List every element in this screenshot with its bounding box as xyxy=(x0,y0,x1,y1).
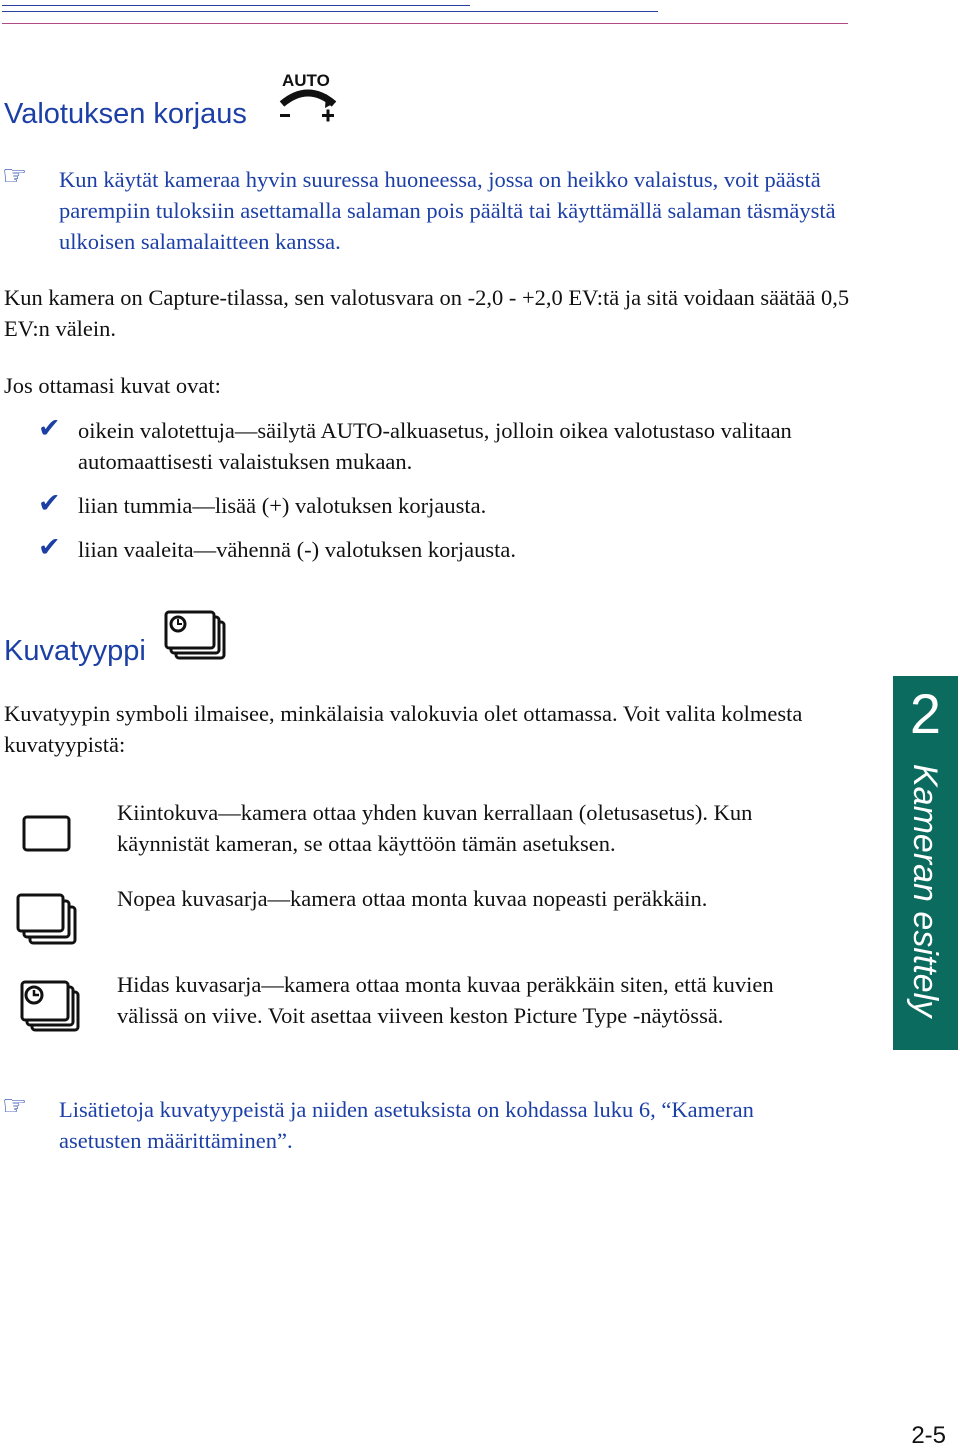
chapter-label: Kameran esittely xyxy=(906,764,944,1018)
check-icon: ✔ xyxy=(38,413,61,444)
single-frame-icon xyxy=(22,815,72,853)
chapter-number: 2 xyxy=(909,682,942,745)
section-title-exposure: Valotuksen korjaus xyxy=(4,98,247,130)
slow-burst-icon xyxy=(18,978,82,1034)
picture-type-reference-note: Lisätietoja kuvatyypeistä ja niiden asetuksista on kohdassa luku 6, “Kameran asetusten määrittäminen”. xyxy=(59,1097,754,1153)
slow-burst-description: Hidas kuvasarja—kamera ottaa monta kuvaa peräkkäin siten, että kuvien välissä on viive. Voit asettaa viiveen keston Picture Type -näytössä. xyxy=(117,972,774,1028)
check-icon: ✔ xyxy=(38,532,61,563)
fast-burst-icon xyxy=(16,893,78,947)
picture-type-intro: Kuvatyypin symboli ilmaisee, minkälaisia valokuvia olet ottamassa. Voit valita kolmesta kuvatyypistä: xyxy=(4,701,803,757)
bullet-too-dark: liian tummia—lisää (+) valotuksen korjausta. xyxy=(78,493,487,518)
check-icon: ✔ xyxy=(38,488,61,519)
header-rule-3 xyxy=(2,23,848,24)
bullet-correct-exposure: oikein valotettuja—säilytä AUTO-alkuasetus, jolloin oikea valotustaso valitaan automaattisesti valaistuksen mukaan. xyxy=(78,418,792,474)
header-rule-2 xyxy=(2,11,658,12)
exposure-range-paragraph: Kun kamera on Capture-tilassa, sen valotusvara on -2,0 - +2,0 EV:tä ja sitä voidaan säätää 0,5 EV:n välein. xyxy=(4,285,850,341)
bullet-too-light: liian vaaleita—vähennä (-) valotuksen korjausta. xyxy=(78,537,516,562)
exposure-compensation-auto-icon xyxy=(276,70,340,126)
chapter-tab xyxy=(893,676,958,1050)
page-number: 2-5 xyxy=(911,1422,946,1449)
header-rule-1 xyxy=(2,5,470,6)
fast-burst-description: Nopea kuvasarja—kamera ottaa monta kuvaa nopeasti peräkkäin. xyxy=(117,886,708,911)
pointing-hand-icon: ☞ xyxy=(2,159,28,192)
single-frame-description: Kiintokuva—kamera ottaa yhden kuvan kerrallaan (oletusasetus). Kun käynnistät kameran, se ottaa käyttöön tämän asetuksen. xyxy=(117,800,753,856)
section-title-picture-type: Kuvatyyppi xyxy=(4,635,146,667)
pointing-hand-icon: ☞ xyxy=(2,1089,28,1122)
svg-text:AUTO: AUTO xyxy=(282,71,330,90)
flash-tip-note: Kun käytät kameraa hyvin suuressa huoneessa, jossa on heikko valaistus, voit päästä parempiin tuloksiin asettamalla salaman pois päältä tai käyttämällä salaman täsmäystä ulkoisen salamalaitteen kanssa. xyxy=(59,167,836,254)
slow-burst-icon xyxy=(162,608,228,662)
exposure-question-paragraph: Jos ottamasi kuvat ovat: xyxy=(4,373,221,398)
